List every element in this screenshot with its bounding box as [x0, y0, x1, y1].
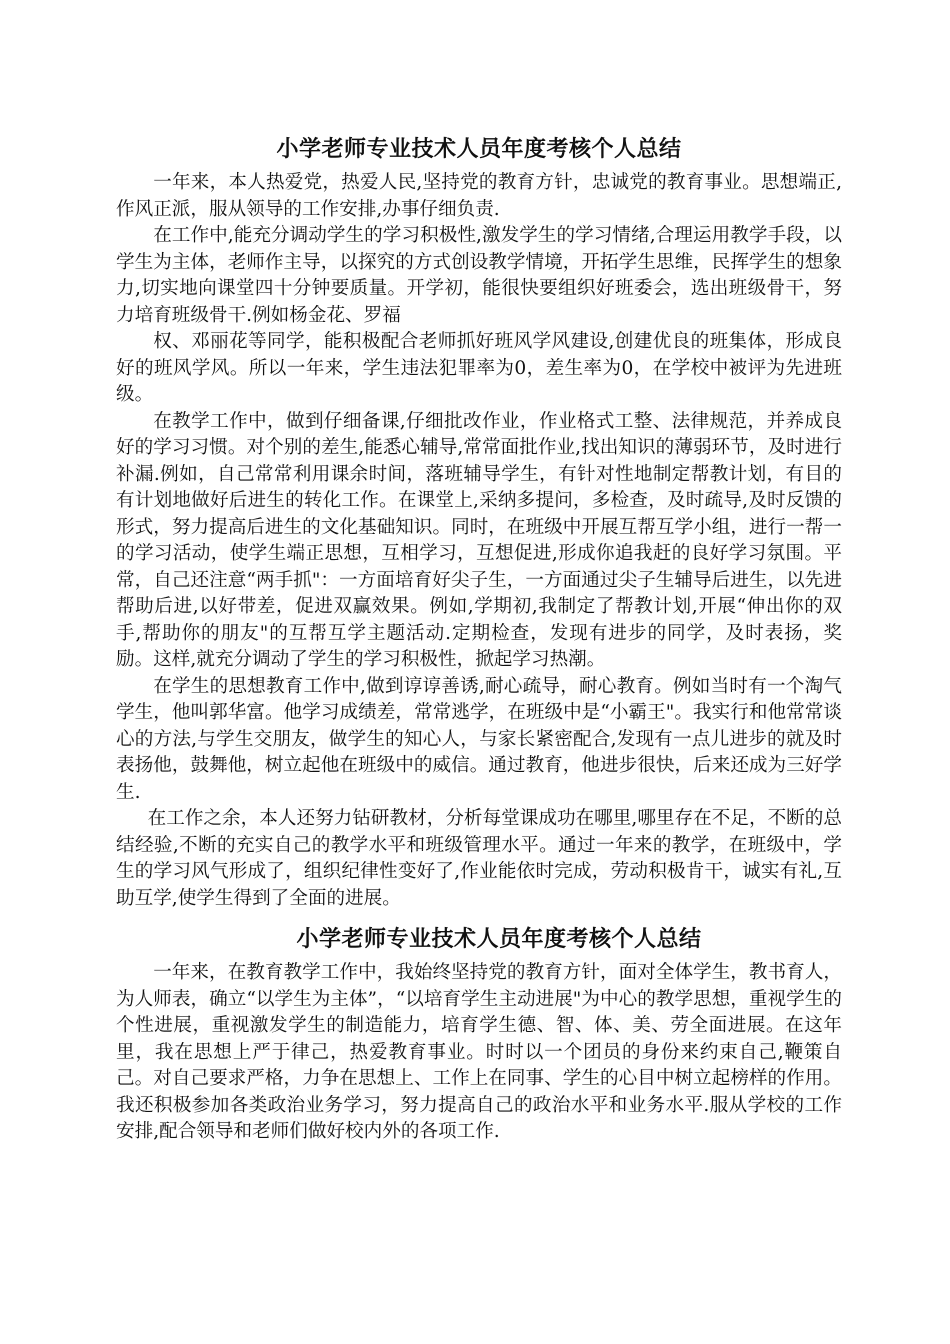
section-1-title: 小学老师专业技术人员年度考核个人总结 [276, 136, 682, 162]
section-1-paragraph-6: 在工作之余，本人还努力钻研教材，分析每堂课成功在哪里,哪里存在不足，不断的总结经验,不断的充实自己的教学水平和班级管理水平。通过一年来的教学，在班级中，学生的学习风气形成了，组织纪律性变好了,作业能依时完成，劳动积极肯干，诚实有礼,互助互学,使学生得到了全面的进展。 [116, 808, 842, 909]
section-1-paragraph-4: 在教学工作中，做到仔细备课,仔细批改作业，作业格式工整、法律规范，并养成良好的学习习惯。对个别的差生,能悉心辅导,常常面批作业,找出知识的薄弱环节，及时进行补漏.例如，自己常常利用课余时间，落班辅导学生，有针对性地制定帮教计划，有目的有计划地做好后进生的转化工作。在课堂上,采纳多提问，多检查，及时疏导,及时反馈的形式，努力提高后进生的文化基础知识。同时，在班级中开展互帮互学小组，进行一帮一的学习活动，使学生端正思想，互相学习，互想促进,形成你追我赶的良好学习氛围。平常，自己还注意“两手抓"：一方面培育好尖子生，一方面通过尖子生辅导后进生，以先进帮助后进,以好带差，促进双赢效果。例如,学期初,我制定了帮教计划,开展“伸出你的双手,帮助你的朋友"的互帮互学主题活动.定期检查，发现有进步的同学，及时表扬，奖励。这样,就充分调动了学生的学习积极性，掀起学习热潮。 [116, 410, 842, 670]
section-1-paragraph-5: 在学生的思想教育工作中,做到谆谆善诱,耐心疏导，耐心教育。例如当时有一个淘气学生，他叫郭华富。他学习成绩差，常常逃学，在班级中是“小霸王"。我实行和他常常谈心的方法,与学生交朋友，做学生的知心人，与家长紧密配合,发现有一点儿进步的就及时表扬他，鼓舞他，树立起他在班级中的威信。通过教育，他进步很快，后来还成为三好学生. [116, 675, 842, 803]
section-2-title: 小学老师专业技术人员年度考核个人总结 [296, 926, 702, 952]
section-1-paragraph-1: 一年来，本人热爱党，热爱人民,坚持党的教育方针，忠诚党的教育事业。思想端正,作风正派，服从领导的工作安排,办事仔细负责. [116, 172, 842, 220]
section-1-paragraph-3: 权、邓丽花等同学，能积极配合老师抓好班风学风建设,创建优良的班集体，形成良好的班风学风。所以一年来，学生违法犯罪率为0，差生率为0，在学校中被评为先进班级。 [116, 331, 842, 405]
section-1-paragraph-2: 在工作中,能充分调动学生的学习积极性,激发学生的学习情绪,合理运用教学手段，以学生为主体，老师作主导，以探究的方式创设教学情境，开拓学生思维，民挥学生的想象力,切实地向课堂四十分钟要质量。开学初，能很快要组织好班委会，选出班级骨干，努力培育班级骨干.例如杨金花、罗福 [116, 225, 842, 326]
section-2-paragraph-1: 一年来，在教育教学工作中，我始终坚持党的教育方针，面对全体学生，教书育人，为人师表，确立“以学生为主体”，“以培育学生主动进展"为中心的教学思想，重视学生的个性进展，重视激发学生的制造能力，培育学生德、智、体、美、劳全面进展。在这年里，我在思想上严于律己，热爱教育事业。时时以一个团员的身份来约束自己,鞭策自己。对自己要求严格，力争在思想上、工作上在同事、学生的心目中树立起榜样的作用。我还积极参加各类政治业务学习，努力提高自己的政治水平和业务水平.服从学校的工作安排,配合领导和老师们做好校内外的各项工作. [116, 962, 842, 1142]
document-content [116, 130, 842, 1146]
